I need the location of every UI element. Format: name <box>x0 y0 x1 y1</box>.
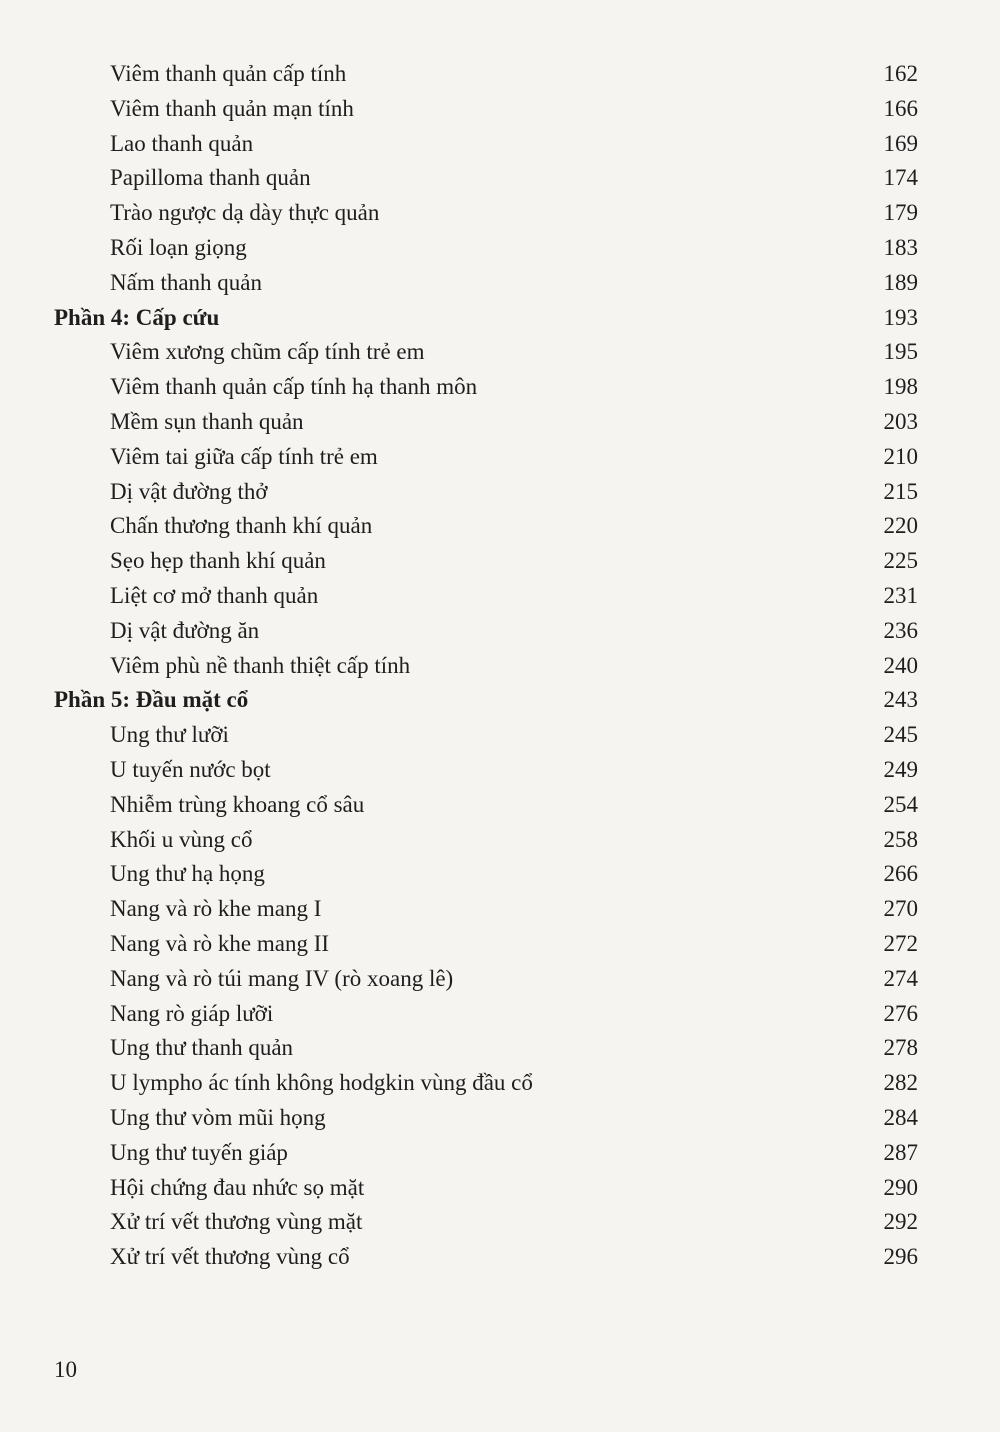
toc-entry <box>54 788 918 823</box>
toc-entry-title: Viêm tai giữa cấp tính trẻ em <box>110 443 378 469</box>
toc-entry-page-number: 290 <box>883 1174 918 1200</box>
toc-entry-title: Ung thư tuyến giáp <box>110 1139 288 1165</box>
toc-entry <box>54 370 918 405</box>
toc-entry-page-number: 292 <box>883 1209 918 1235</box>
toc-entry-page-number: 249 <box>883 756 918 782</box>
toc-entry-page-number: 193 <box>883 304 918 330</box>
toc-entry <box>54 92 918 127</box>
toc-entry-page-number: 254 <box>883 791 918 817</box>
toc-entry <box>54 962 918 997</box>
toc-entry-page-number: 220 <box>883 513 918 539</box>
toc-entry-title: Viêm xương chũm cấp tính trẻ em <box>110 339 425 365</box>
toc-entry-title: Phần 5: Đầu mặt cổ <box>54 687 249 713</box>
toc-entry <box>54 753 918 788</box>
toc-entry-page-number: 266 <box>883 861 918 887</box>
toc-entry-title: Dị vật đường ăn <box>110 617 260 643</box>
toc-entry <box>54 614 918 649</box>
table-of-contents <box>54 57 918 1275</box>
toc-entry <box>54 266 918 301</box>
toc-entry-page-number: 203 <box>883 408 918 434</box>
toc-entry-title: Ung thư lưỡi <box>110 722 229 748</box>
toc-entry <box>54 997 918 1032</box>
toc-entry <box>54 823 918 858</box>
toc-entry-title: Xử trí vết thương vùng cổ <box>110 1244 350 1270</box>
toc-entry <box>54 127 918 162</box>
toc-entry-title: Dị vật đường thở <box>110 478 268 504</box>
toc-entry-title: Lao thanh quản <box>110 130 254 156</box>
toc-entry-page-number: 270 <box>883 896 918 922</box>
toc-entry-title: Nấm thanh quản <box>110 269 263 295</box>
toc-entry <box>54 1066 918 1101</box>
toc-entry-page-number: 240 <box>883 652 918 678</box>
toc-entry-page-number: 169 <box>883 130 918 156</box>
toc-entry-title: Viêm thanh quản cấp tính hạ thanh môn <box>110 374 478 400</box>
toc-entry-page-number: 284 <box>883 1104 918 1130</box>
toc-entry <box>54 1136 918 1171</box>
toc-entry-title: Khối u vùng cổ <box>110 826 253 852</box>
toc-entry-page-number: 274 <box>883 965 918 991</box>
toc-entry-page-number: 296 <box>883 1244 918 1270</box>
toc-section-heading <box>54 301 918 336</box>
toc-entry-title: Viêm thanh quản cấp tính <box>110 61 347 86</box>
toc-entry <box>54 161 918 196</box>
toc-entry-page-number: 215 <box>883 478 918 504</box>
toc-entry <box>54 440 918 475</box>
toc-entry-page-number: 245 <box>883 722 918 748</box>
toc-entry <box>54 927 918 962</box>
toc-entry-title: Viêm phù nề thanh thiệt cấp tính <box>110 652 411 678</box>
toc-entry-title: Nang và rò khe mang II <box>110 930 330 956</box>
toc-entry-page-number: 189 <box>883 269 918 295</box>
toc-entry-title: Ung thư vòm mũi họng <box>110 1104 326 1130</box>
toc-entry <box>54 1240 918 1275</box>
toc-entry-page-number: 287 <box>883 1139 918 1165</box>
toc-entry-page-number: 231 <box>883 582 918 608</box>
toc-entry <box>54 196 918 231</box>
toc-entry <box>54 544 918 579</box>
toc-entry <box>54 1101 918 1136</box>
page-number: 10 <box>54 1357 77 1382</box>
toc-entry-page-number: 183 <box>883 234 918 260</box>
toc-entry <box>54 718 918 753</box>
toc-entry-title: Mềm sụn thanh quản <box>110 408 304 434</box>
toc-section-heading <box>54 683 918 718</box>
toc-entry <box>54 892 918 927</box>
toc-entry-page-number: 195 <box>883 339 918 365</box>
toc-entry-title: Xử trí vết thương vùng mặt <box>110 1209 363 1235</box>
toc-entry-page-number: 174 <box>883 165 918 191</box>
toc-entry-title: Hội chứng đau nhức sọ mặt <box>110 1174 365 1200</box>
toc-entry-title: Sẹo hẹp thanh khí quản <box>110 548 326 574</box>
toc-entry-page-number: 243 <box>883 687 918 713</box>
toc-entry-page-number: 282 <box>883 1070 918 1096</box>
toc-entry-page-number: 236 <box>883 617 918 643</box>
toc-entry <box>54 579 918 614</box>
toc-entry <box>54 335 918 370</box>
toc-entry-title: Papilloma thanh quản <box>110 165 311 191</box>
toc-entry-page-number: 225 <box>883 548 918 574</box>
toc-entry-title: Nang rò giáp lưỡi <box>110 1000 274 1026</box>
toc-entry-page-number: 198 <box>883 374 918 400</box>
toc-entry-title: Nhiễm trùng khoang cổ sâu <box>110 791 365 817</box>
toc-entry <box>54 231 918 266</box>
toc-entry <box>54 405 918 440</box>
toc-entry-page-number: 162 <box>883 61 918 86</box>
toc-entry <box>54 1031 918 1066</box>
toc-entry-page-number: 276 <box>883 1000 918 1026</box>
toc-entry <box>54 1205 918 1240</box>
toc-entry-title: Nang và rò khe mang I <box>110 896 322 922</box>
toc-entry-title: U lympho ác tính không hodgkin vùng đầu cổ <box>110 1070 533 1096</box>
toc-entry-page-number: 166 <box>883 95 918 121</box>
toc-entry-page-number: 258 <box>883 826 918 852</box>
toc-entry-page-number: 210 <box>883 443 918 469</box>
toc-entry <box>54 475 918 510</box>
toc-entry <box>54 509 918 544</box>
toc-entry-title: Nang và rò túi mang IV (rò xoang lê) <box>110 965 454 991</box>
toc-entry <box>54 1171 918 1206</box>
toc-entry <box>54 857 918 892</box>
toc-entry-title: Chấn thương thanh khí quản <box>110 513 373 539</box>
toc-entry-title: Trào ngược dạ dày thực quản <box>110 200 380 226</box>
toc-entry-page-number: 272 <box>883 930 918 956</box>
toc-entry-title: Liệt cơ mở thanh quản <box>110 582 319 608</box>
toc-entry-title: Phần 4: Cấp cứu <box>54 304 220 330</box>
toc-entry <box>54 57 918 92</box>
toc-entry-title: Ung thư hạ họng <box>110 861 265 887</box>
toc-entry-title: Viêm thanh quản mạn tính <box>110 95 354 121</box>
toc-entry-page-number: 179 <box>883 200 918 226</box>
toc-entry-title: Rối loạn giọng <box>110 234 247 260</box>
toc-entry-title: U tuyến nước bọt <box>110 756 271 782</box>
toc-entry-title: Ung thư thanh quản <box>110 1035 294 1061</box>
toc-entry <box>54 649 918 684</box>
toc-entry-page-number: 278 <box>883 1035 918 1061</box>
